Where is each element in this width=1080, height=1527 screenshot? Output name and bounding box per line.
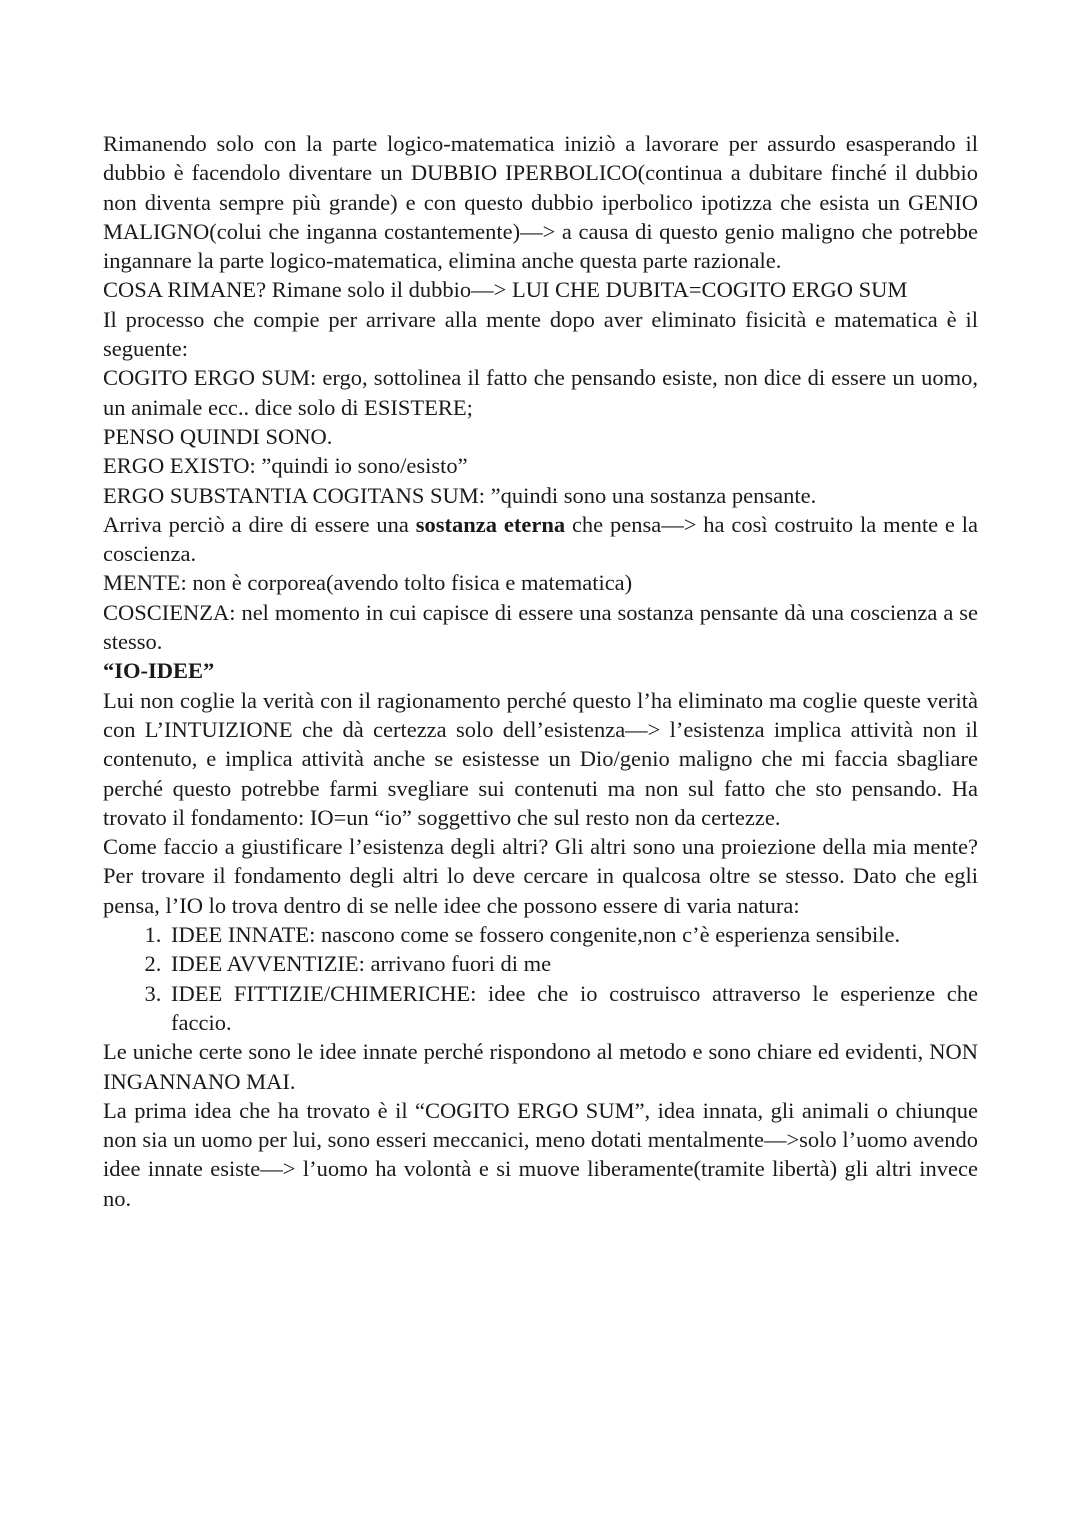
- paragraph-sostanza-eterna: [103, 510, 978, 569]
- paragraph-ergo-existo: ERGO EXISTO: ”quindi io sono/esisto”: [103, 453, 468, 479]
- paragraph-intuizione: Lui non coglie la verità con il ragionamento perché questo l’ha eliminato ma coglie queste verità con L’INTUIZIONE che dà certezza solo dell’esistenza—> l’esistenza implica attività non il contenuto, e implica attività anche se esistesse un Dio/genio maligno che mi faccia sbagliare perché questo potrebbe farmi svegliare sui contenuti ma non sul fatto che sto pensando. Ha trovato il fondamento: IO=un “io” soggettivo che sul resto non da certezze.: [103, 687, 978, 830]
- paragraph-idee-innate-certe: Le uniche certe sono le idee innate perché rispondono al metodo e sono chiare ed evidenti, NON INGANNANO MAI.: [103, 1039, 978, 1094]
- sostanza-text-before: Arriva perciò a dire di essere una: [103, 511, 416, 537]
- list-item-idee-fittizie: 3. IDEE FITTIZIE/CHIMERICHE: idee che io costruisco attraverso le esperienze che faccio.: [167, 979, 978, 1038]
- paragraph-genio-maligno: Rimanendo solo con la parte logico-matematica iniziò a lavorare per assurdo esasperando il dubbio è facendolo diventare un DUBBIO IPERBOLICO(continua a dubitare finché il dubbio non diventa sempre più grande) e con questo dubbio iperbolico ipotizza che esista un GENIO MALIGNO(colui che inganna costantemente)—> a causa di questo genio maligno che potrebbe ingannare la parte logico-matematica, elimina anche questa parte razionale.: [103, 131, 978, 274]
- sostanza-text-after: che pensa—> ha così costruito la mente e la coscienza.: [103, 511, 978, 567]
- paragraph-cosa-rimane: COSA RIMANE? Rimane solo il dubbio—> LUI CHE DUBITA=COGITO ERGO SUM: [103, 277, 908, 303]
- paragraph-prima-idea: La prima idea che ha trovato è il “COGITO ERGO SUM”, idea innata, gli animali o chiunque non sia un uomo per lui, sono esseri meccanici, meno dotati mentalmente—>solo l’uomo avendo idee innate esiste—> l’uomo ha volontà e si muove liberamente(tramite libertà) gli altri invece no.: [103, 1097, 978, 1211]
- section-heading-io-idee: “IO-IDEE”: [103, 658, 215, 684]
- paragraph-coscienza: COSCIENZA: nel momento in cui capisce di essere una sostanza pensante dà una coscienza a se stesso.: [103, 599, 978, 655]
- list-item-idee-innate: 1. IDEE INNATE: nascono come se fossero congenite,non c’è esperienza sensibile.: [167, 920, 978, 949]
- sostanza-eterna-bold: sostanza eterna: [415, 511, 566, 537]
- paragraph-penso-quindi-sono: PENSO QUINDI SONO.: [103, 423, 333, 449]
- paragraph-cogito-ergo-sum: COGITO ERGO SUM: ergo, sottolinea il fatto che pensando esiste, non dice di essere un uomo, un animale ecc.. dice solo di ESISTERE;: [103, 365, 978, 420]
- paragraph-substantia-cogitans: ERGO SUBSTANTIA COGITANS SUM: ”quindi sono una sostanza pensante.: [103, 482, 817, 508]
- paragraph-mente: MENTE: non è corporea(avendo tolto fisica e matematica): [103, 570, 633, 596]
- ideas-list: [103, 920, 978, 1037]
- list-item-idee-avventizie: 2. IDEE AVVENTIZIE: arrivano fuori di me: [167, 949, 978, 978]
- paragraph-altri: Come faccio a giustificare l’esistenza degli altri? Gli altri sono una proiezione della mia mente? Per trovare il fondamento degli altri lo deve cercare in qualcosa oltre se stesso. Dato che egli pensa, l’IO lo trova dentro di se nelle idee che possono essere di varia natura:: [103, 834, 978, 918]
- paragraph-processo: Il processo che compie per arrivare alla mente dopo aver eliminato fisicità e matematica è il seguente:: [103, 306, 978, 362]
- document-page: [103, 129, 978, 1213]
